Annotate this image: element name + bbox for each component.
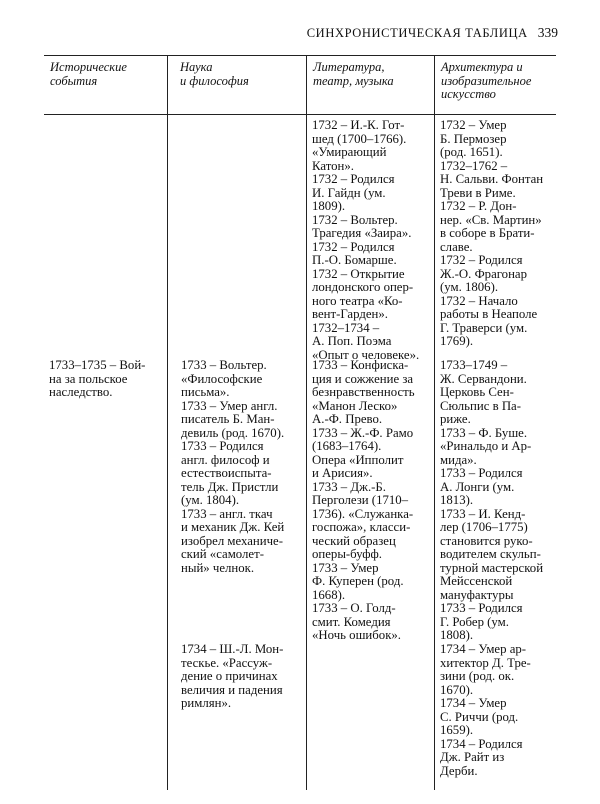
text-line: и Арисия». (312, 466, 373, 480)
text-line: Церковь Сен- (440, 385, 514, 399)
row-1732-art (440, 119, 543, 349)
text-line: 1769). (440, 334, 474, 348)
text-line: Трагедия «Заира». (312, 226, 412, 240)
text-line: «Ринальдо и Ар- (440, 439, 532, 453)
text-line: А.-Ф. Прево. (312, 412, 383, 426)
text-line: 1734 – Умер (440, 696, 507, 710)
text-line: Наука (180, 60, 213, 74)
text-line: смит. Комедия (312, 614, 391, 629)
text-line: турной мастерской (440, 560, 544, 575)
text-line: Перголези (1710– (312, 493, 409, 507)
text-line: 1733–1749 – (440, 358, 508, 372)
text-line: 1734 – Родился (440, 736, 523, 751)
text-line: события (50, 73, 98, 88)
text-line: искусство (441, 87, 496, 101)
header-title: СИНХРОНИСТИЧЕСКАЯ ТАБЛИЦА (306, 26, 528, 40)
text-line: Мейссенской (440, 574, 513, 588)
text-line: 1808). (440, 628, 474, 642)
text-line: 1733 – Родился (440, 466, 523, 480)
text-line: Литература, (313, 60, 385, 74)
text-line: театр, музыка (313, 73, 394, 88)
text-line: ный» челнок. (181, 560, 255, 575)
text-line: англ. философ и (181, 452, 270, 467)
text-line: «Умирающий (312, 145, 387, 159)
row-1733-literature (312, 359, 415, 643)
row-1734-art (440, 643, 531, 778)
text-line: 1733 – Конфиска- (312, 358, 409, 372)
column-header-events (50, 61, 127, 88)
text-line: становится руко- (440, 533, 533, 548)
running-header (307, 25, 558, 41)
text-line: ция и сожжение за (312, 371, 414, 386)
text-line: Катон». (312, 158, 354, 173)
text-line: водителем скульп- (440, 547, 541, 561)
text-line: шед (1700–1766). (312, 131, 407, 146)
text-line: 1813). (440, 493, 474, 507)
text-line: ного театра «Ко- (312, 293, 403, 308)
text-line: 1734 – Умер ар- (440, 642, 527, 656)
row-1733-events (49, 359, 145, 400)
text-line: 1733 – Дж.-Б. (312, 479, 386, 494)
column-divider-3 (434, 55, 435, 790)
text-line: П.-О. Бомарше. (312, 253, 397, 267)
text-line: девиль (род. 1670). (181, 425, 285, 440)
text-line: И. Гайдн (ум. (312, 185, 386, 200)
text-line: наследство. (49, 385, 113, 399)
text-line: 1670). (440, 682, 474, 697)
text-line: (1683–1764). (312, 439, 382, 453)
text-line: 1659). (440, 723, 474, 737)
column-divider-1 (167, 55, 168, 790)
text-line: 1733–1735 – Вой- (49, 358, 146, 372)
text-line: работы в Неаполе (440, 307, 538, 321)
text-line: 1733 – Вольтер. (181, 358, 267, 372)
text-line: «Опыт о человеке». (312, 347, 420, 362)
text-line: и механик Дж. Кей (181, 520, 285, 534)
column-header-literature (313, 61, 394, 88)
text-line: Сюльпис в Па- (440, 398, 521, 413)
text-line: на за польское (49, 371, 128, 386)
text-line: 1733 – англ. ткач (181, 506, 273, 521)
column-header-art (441, 61, 531, 102)
row-1732-literature (312, 119, 419, 362)
text-line: «Ночь ошибок». (312, 628, 402, 642)
text-line: А. Поп. Поэма (312, 334, 392, 348)
text-line: Дерби. (440, 763, 478, 778)
text-line: Ж. Сервандони. (440, 371, 527, 386)
text-line: Г. Траверси (ум. (440, 320, 528, 335)
text-line: 1733 – О. Голд- (312, 601, 396, 615)
text-line: 1732–1762 – (440, 158, 508, 173)
text-line: 1733 – Ф. Буше. (440, 425, 528, 440)
text-line: 1733 – И. Кенд- (440, 506, 526, 521)
text-line: писатель Б. Ман- (181, 412, 275, 426)
text-line: Архитектура и (441, 60, 523, 74)
text-line: С. Риччи (род. (440, 709, 519, 724)
text-line: (род. 1651). (440, 145, 503, 159)
text-line: Дж. Райт из (440, 750, 505, 764)
text-line: А. Лонги (ум. (440, 479, 515, 494)
text-line: Б. Пермозер (440, 131, 507, 146)
text-line: 1732 – Родился (312, 239, 395, 254)
text-line: тель Дж. Пристли (181, 479, 279, 494)
text-line: Опера «Ипполит (312, 452, 404, 467)
text-line: 1668). (312, 587, 346, 602)
text-line: Исторические (50, 60, 127, 74)
text-line: славе. (440, 239, 473, 254)
text-line: 1733 – Родился (181, 439, 264, 453)
text-line: Ж.-О. Фрагонар (440, 266, 528, 281)
row-1733-art (440, 359, 543, 643)
text-line: изобразительное (441, 73, 532, 88)
text-line: лер (1706–1775) (440, 520, 528, 534)
row-1733-science (181, 359, 284, 575)
text-line: вент-Гарден». (312, 307, 388, 321)
text-line: естествоиспыта- (181, 466, 272, 480)
page-number: 339 (537, 25, 558, 40)
text-line: 1732 – Вольтер. (312, 212, 398, 227)
text-line: 1732 – Родился (312, 172, 395, 186)
text-line: 1732 – Начало (440, 293, 518, 308)
text-line: Г. Робер (ум. (440, 614, 509, 629)
column-header-science (180, 61, 249, 88)
text-line: тескье. «Рассуж- (181, 655, 273, 670)
text-line: лондонского опер- (312, 280, 414, 294)
text-line: римлян». (181, 696, 232, 710)
text-line: Н. Сальви. Фонтан (440, 172, 544, 186)
text-line: 1733 – Ж.-Ф. Рамо (312, 425, 414, 440)
text-line: величия и падения (181, 682, 283, 697)
text-line: 1733 – Родился (440, 601, 523, 615)
text-line: «Философские (181, 371, 263, 386)
text-line: (ум. 1806). (440, 280, 499, 294)
text-line: (ум. 1804). (181, 493, 240, 507)
text-line: изобрел механиче- (181, 533, 283, 548)
header-rule (44, 114, 556, 115)
text-line: 1732 – Умер (440, 118, 507, 132)
text-line: риже. (440, 412, 471, 426)
text-line: 1732 – Открытие (312, 266, 405, 281)
text-line: 1733 – Умер (312, 560, 379, 575)
row-1734-science (181, 643, 283, 711)
text-line: зини (род. ок. (440, 669, 515, 683)
text-line: 1732 – Р. Дон- (440, 199, 517, 213)
text-line: ческий образец (312, 533, 396, 548)
text-line: 1732–1734 – (312, 320, 380, 335)
text-line: ский «самолет- (181, 547, 264, 561)
text-line: 1732 – И.-К. Гот- (312, 118, 405, 132)
text-line: «Манон Леско» (312, 398, 398, 413)
text-line: 1733 – Умер англ. (181, 398, 278, 413)
text-line: мида». (440, 452, 477, 467)
text-line: письма». (181, 385, 230, 399)
top-rule (44, 55, 556, 56)
text-line: нер. «Св. Мартин» (440, 212, 542, 227)
text-line: Ф. Куперен (род. (312, 574, 404, 588)
text-line: 1736). «Служанка- (312, 506, 414, 521)
text-line: Треви в Риме. (440, 185, 516, 200)
text-line: 1809). (312, 199, 346, 213)
text-line: и философия (180, 73, 249, 88)
text-line: в соборе в Брати- (440, 226, 535, 240)
text-line: хитектор Д. Тре- (440, 655, 531, 670)
text-line: 1734 – Ш.-Л. Мон- (181, 642, 284, 656)
text-line: мануфактуры (440, 587, 514, 602)
column-divider-2 (306, 55, 307, 790)
text-line: 1732 – Родился (440, 253, 523, 267)
text-line: оперы-буфф. (312, 547, 382, 561)
text-line: дение о причинах (181, 669, 278, 683)
text-line: безнравственность (312, 385, 415, 399)
text-line: госпожа», класси- (312, 520, 411, 534)
